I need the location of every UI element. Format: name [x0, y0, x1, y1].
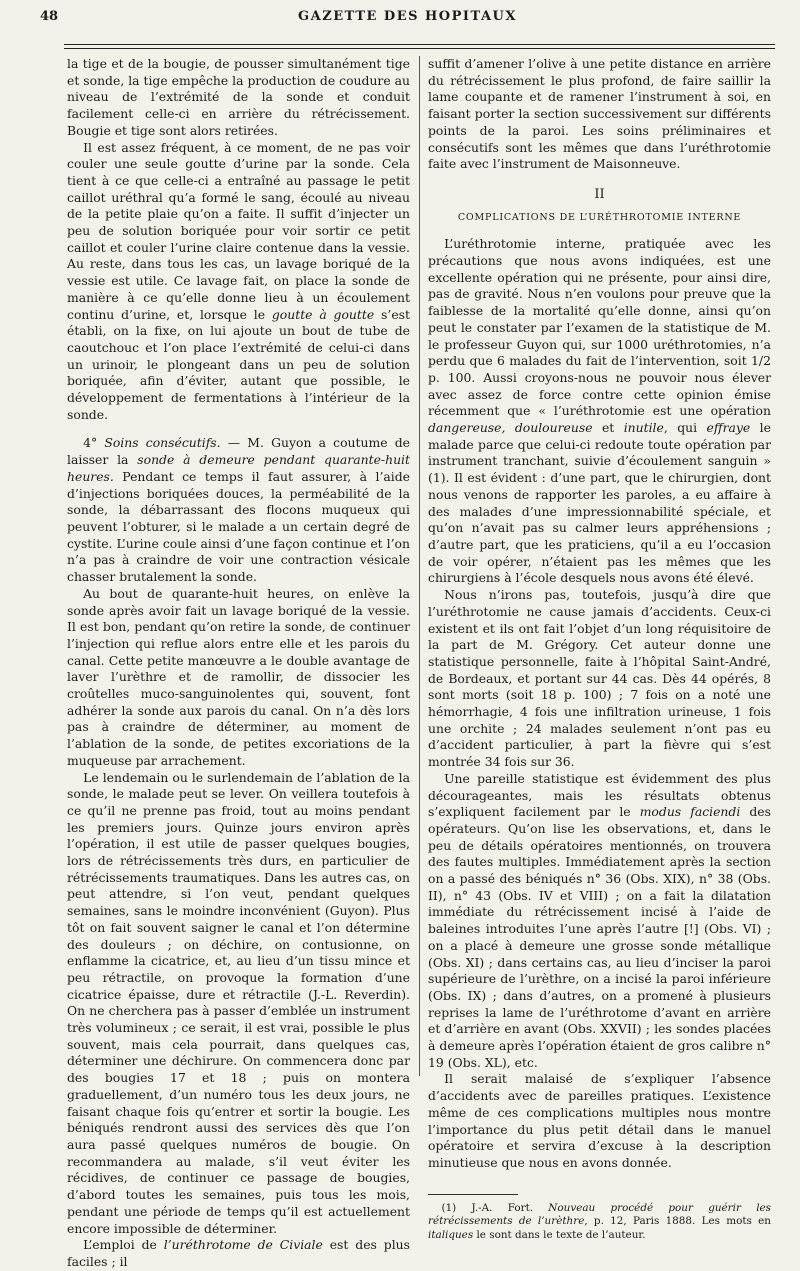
- italic-term: italiques: [428, 1228, 474, 1241]
- footnote-text: (1) J.-A. Fort.: [441, 1201, 549, 1214]
- paragraph-text: , qui: [663, 420, 707, 436]
- list-number: 4°: [83, 435, 105, 451]
- section-number: II: [594, 186, 605, 202]
- header-rule-thin: [64, 48, 775, 49]
- paragraph-text: Une pareille statistique est évidemment des plus décourageantes, mais les résultats obtenus s’expliquent facilement par le: [428, 770, 771, 820]
- page-number: 48: [40, 9, 59, 24]
- paragraph-text: des opérateurs. Qu’on lise les observations, et, dans le peu de détails opératoires mentionnés, on trouvera des fautes multiples. Immédiatement après la section on a passé des béniqués n° 36 (Obs. XIX), n° 38 (Obs. II), n° 43 (Obs. IV et VIII) ; on a fait la dilatation immédiate du rétrécissement incisé à l’aide de baleines introduites l’une après l’autre [!] (Obs. VI) ; on a placé à demeure une grosse sonde métallique (Obs. XI) ; dans certains cas, au lieu d’inciser la paroi supérieure de l’urèthre, on a incisé la paroi inférieure (Obs. IX) ; dans d’autres, on a promené à plusieurs reprises la lame de l’uréthrotome d’avant en arrière et d’arrière en avant (Obs. XXVII) ; les sondes placées à demeure après l’opération étaient de gros calibre n° 19 (Obs. XL), etc.: [428, 804, 771, 1070]
- paragraph-text: est des plus faciles ; il: [67, 1237, 410, 1269]
- paragraph: [67, 586, 410, 770]
- italic-term: modus faciendi: [639, 804, 741, 820]
- paragraph: [67, 140, 410, 424]
- paragraph: [428, 771, 771, 1072]
- paragraph-text: Le lendemain ou le surlendemain de l’ablation de la sonde, le malade peut se lever. On veillera toutefois à ce qu’il ne prenne pas froid, tout au moins pendant les premiers jours. Quinze jours environ après l’opération, il est utile de passer quelques bougies, lors de rétrécissements très durs, en particulier de rétrécissements traumatiques. Dans les autres cas, on peut attendre, si l’on veut, pendant quelques semaines, sans le moindre inconvénient (Guyon). Plus tôt on fait souvent saigner le canal et l’on détermine des douleurs ; on déchire, on contusionne, on enflamme la cicatrice, et, au lieu d’un tissu mince et peu rétractile, on provoque la formation d’une cicatrice épaisse, dure et rétractile (J.-L. Reverdin). On ne cherchera pas à passer d’emblée un instrument très volumineux ; ce serait, il est vrai, possible le plus souvent, mais cela pourrait, dans quelques cas, déterminer une déchirure. On commencera donc par des bougies 17 et 18 ; puis on montera graduellement, d’un numéro tous les deux jours, ne faisant chaque fois qu’entrer et sortir la bougie. Les béniqués rendront aussi des services dès que l’on aura passé quelques numéros de bougie. On recommandera au malade, s’il veut éviter les récidives, de continuer ce passage de bougies, d’abord toutes les semaines, puis tous les mois, pendant une période de temps qu’il est actuellement encore impossible de déterminer.: [67, 769, 410, 1236]
- column-divider: [419, 56, 420, 1076]
- paragraph-text: Nous n’irons pas, toutefois, jusqu’à dire que l’uréthrotomie ne cause jamais d’accidents. Ceux-ci existent et ils ont fait l’objet d’un long réquisitoire de la part de M. Grégory. Cet auteur donne une statistique personnelle, faite à l’hôpital Saint-André, de Bordeaux, et portant sur 44 cas. Dès 44 opérés, 8 sont morts (soit 18 p. 100) ; 7 fois on a noté une hémorrhagie, 4 fois une infiltration urineuse, 1 fois une orchite ; 24 malades seulement n’ont pas eu d’accident particulier, à part la fièvre qui s’est montrée 34 fois sur 36.: [428, 587, 771, 770]
- italic-term: effraye: [706, 420, 751, 436]
- page-header: [40, 6, 775, 28]
- paragraph: [67, 56, 410, 140]
- paragraph-text: le malade parce que celui-ci redoute toute opération par instrument tranchant, suivie d’écoulement sanguin » (1). Il est évident : d’une part, que le chirurgien, dont nous venons de rapporter les paroles, a eu affaire à des malades d’une impressionnabilité spéciale, et qu’on n’avait pas su calmer leurs appréhensions ; d’autre part, que les praticiens, qu’il a eu l’occasion de voir opérer, n’étaient pas les mêmes que les chirurgiens à l’école desquels nous avons été élevé.: [428, 420, 771, 586]
- paragraph-text: suffit d’amener l’olive à une petite distance en arrière du rétrécissement le plus profond, de faire saillir la lame coupante et de ramener l’instrument à soi, en faisant porter la section successivement sur différents points de la paroi. Les soins préliminaires et consécutifs sont les mêmes que dans l’uréthrotomie faite avec l’instrument de Maisonneuve.: [428, 56, 771, 172]
- left-column: [67, 56, 410, 1271]
- paragraph: [67, 770, 410, 1238]
- footnote-text: , p. 12, Paris 1888. Les mots en: [584, 1215, 771, 1228]
- running-title: GAZETTE DES HOPITAUX: [298, 9, 517, 24]
- italic-term: goutte à goutte: [271, 306, 375, 322]
- paragraph: [428, 587, 771, 771]
- paragraph: [428, 236, 771, 587]
- paragraph-text: — M. Guyon a coutume de laisser la: [67, 435, 410, 468]
- footnote-text: le sont dans le texte de l’auteur.: [473, 1228, 646, 1241]
- paragraph-text: Il serait malaisé de s’expliquer l’absence d’accidents avec de pareilles pratiques. L’existence même de ces complications multiples nous montre l’importance du plus petit détail dans le manuel opératoire et servira d’excuse à la description minutieuse que nous en avons donnée.: [428, 1071, 771, 1170]
- paragraph-text: L’emploi de: [83, 1237, 164, 1253]
- paragraph-text: L’uréthrotomie interne, pratiquée avec les précautions que nous avons indiquées, est une excellente opération qui ne présente, pour ainsi dire, pas de gravité. Nous n’en voulons pour preuve que la faiblesse de la mortalité qu’elle donne, ainsi qu’on peut le constater par l’examen de la statistique de M. le professeur Guyon qui, sur 1000 uréthrotomies, n’a perdu que 6 malades du fait de l’intervention, soit 1/2 p. 100. Aussi croyons-nous ne pouvoir nous élever avec assez de force contre cette opinion émise récemment que « l’uréthrotomie est une opération: [428, 236, 771, 419]
- italic-heading: Soins consécutifs.: [104, 435, 221, 451]
- italic-term: dangereuse, douloureuse: [428, 420, 593, 436]
- paragraph: [428, 1071, 771, 1171]
- right-column: [428, 56, 771, 1242]
- paragraph: [428, 56, 771, 173]
- section-title: COMPLICATIONS DE L’URÉTHROTOMIE INTERNE: [457, 211, 742, 223]
- header-rule-thick: [64, 44, 775, 45]
- footnote: [428, 1202, 771, 1242]
- paragraph-text: Il est assez fréquent, à ce moment, de ne pas voir couler une seule goutte d’urine par la sonde. Cela tient à ce que celle-ci a entraîné au passage le petit caillot uréthral qu’a formé le sang, écoulé au niveau de la petite plaie qu’on a faite. Il suffit d’injecter un peu de solution boriquée pour voir sortir ce petit caillot et couler l’urine claire contenue dans la vessie. Au reste, dans tous les cas, un lavage boriqué de la vessie est utile. Ce lavage fait, on place la sonde de manière à ce qu’elle donne lieu à un écoulement continu d’urine, et, lorsque le: [67, 139, 410, 322]
- italic-term: inutile: [623, 420, 664, 436]
- italic-term: sonde à demeure pendant quarante-huit heures.: [67, 452, 410, 484]
- paragraph: [67, 435, 410, 585]
- paragraph-text: Pendant ce temps il faut assurer, à l’aide d’injections boriquées douces, la perméabilité de la sonde, la débarrassant des flocons muqueux qui peuvent l’obturer, si le malade a un certain degré de cystite. L’urine coule ainsi d’une façon continue et l’on n’a pas à craindre de voir une contraction vésicale chasser brutalement la sonde.: [67, 468, 410, 585]
- footnote-rule: [428, 1194, 518, 1195]
- paragraph-text: s’est établi, on la fixe, on lui ajoute un bout de tube de caoutchouc et l’on place l’extrémité de celui-ci dans un urinoir, le plongeant dans un peu de solution boriquée, afin d’éviter, autant que possible, le développement de fermentations à l’intérieur de la sonde.: [67, 306, 410, 422]
- paragraph-text: et: [592, 420, 624, 436]
- paragraph-text: la tige et de la bougie, de pousser simultanément tige et sonde, la tige empêche la production de coudure au niveau de l’extrémité de la sonde et conduit facilement celle-ci en arrière du rétrécissement. Bougie et tige sont alors retirées.: [67, 56, 410, 138]
- paragraph: [67, 1237, 410, 1270]
- italic-term: l’uréthrotome de Civiale: [163, 1237, 323, 1253]
- footnote-title: Nouveau procédé pour guérir les rétrécissements de l’urèthre: [428, 1201, 771, 1228]
- paragraph-text: Au bout de quarante-huit heures, on enlève la sonde après avoir fait un lavage boriqué de la vessie. Il est bon, pendant qu’on retire la sonde, de continuer l’injection qui reflue alors entre elle et les parois du canal. Cette petite manœuvre a le double avantage de laver l’urèthre et de ramollir, de dissocier les croûtelles muco-sanguinolentes qui, souvent, font adhérer la sonde aux parois du canal. On n’a dès lors pas à craindre de déterminer, au moment de l’ablation de la sonde, de petites excoriations de la muqueuse par arrachement.: [67, 585, 410, 768]
